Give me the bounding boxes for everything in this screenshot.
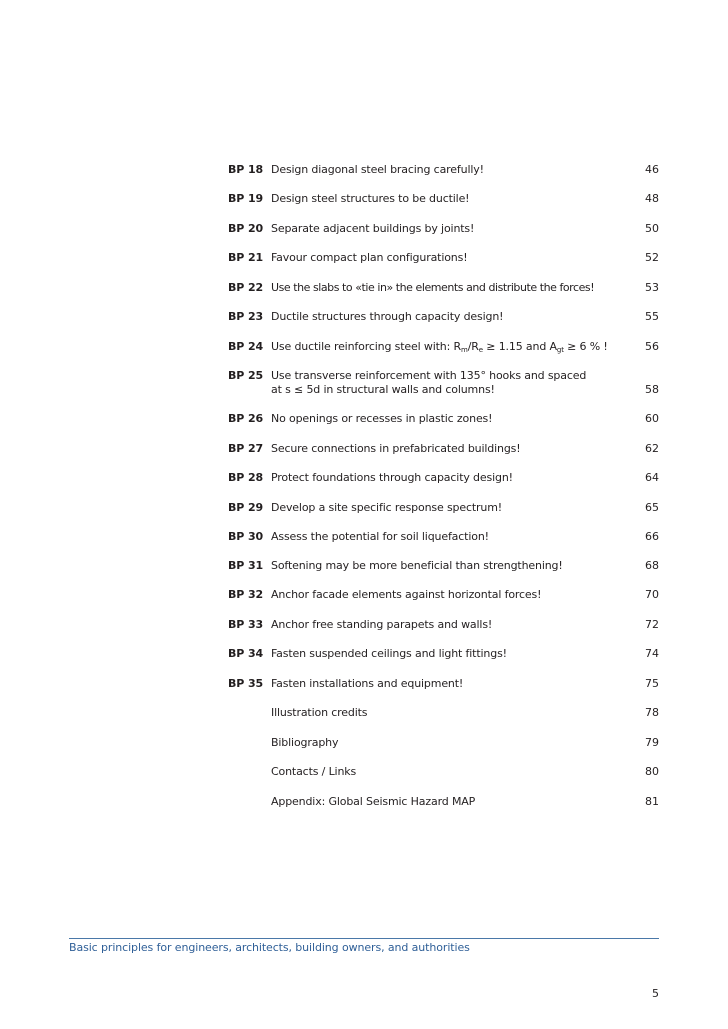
toc-entry-page: 52 bbox=[645, 251, 659, 264]
toc-entry-number: BP 25 bbox=[228, 369, 264, 382]
toc-entry-number: BP 23 bbox=[228, 310, 264, 323]
toc-entry-page: 64 bbox=[645, 471, 659, 484]
toc-entry-number: BP 34 bbox=[228, 647, 264, 660]
toc-entry-title: Develop a site specific response spectrum! bbox=[271, 501, 503, 514]
toc-entry-number: BP 20 bbox=[228, 222, 264, 235]
toc-entry-title: Favour compact plan configurations! bbox=[271, 251, 468, 264]
toc-entry-page: 79 bbox=[645, 736, 659, 749]
toc-entry-page: 50 bbox=[645, 222, 659, 235]
formula-text: ≥ 6 % ! bbox=[563, 340, 608, 353]
toc-entry-number: BP 24 bbox=[228, 340, 264, 353]
toc-entry-number: BP 18 bbox=[228, 163, 264, 176]
toc-entry-title: No openings or recesses in plastic zones! bbox=[271, 412, 493, 425]
toc-entry-title: Secure connections in prefabricated buildings! bbox=[271, 442, 521, 455]
toc-entry-title: Anchor free standing parapets and walls! bbox=[271, 618, 493, 631]
formula-text: ≥ 1.15 and A bbox=[482, 340, 557, 353]
page-number: 5 bbox=[652, 987, 659, 1000]
toc-entry-title: Protect foundations through capacity design! bbox=[271, 471, 513, 484]
formula-text: Use ductile reinforcing steel with: R bbox=[271, 340, 462, 353]
toc-entry-page: 66 bbox=[645, 530, 659, 543]
toc-entry-page: 53 bbox=[645, 281, 659, 294]
toc-entry-page: 72 bbox=[645, 618, 659, 631]
subscript-gt: gt bbox=[556, 346, 564, 354]
toc-entry-page: 48 bbox=[645, 192, 659, 205]
toc-entry-number: BP 19 bbox=[228, 192, 264, 205]
toc-entry-page: 75 bbox=[645, 677, 659, 690]
toc-entry-page: 74 bbox=[645, 647, 659, 660]
footer-divider bbox=[69, 938, 659, 939]
toc-entry-title bbox=[271, 369, 616, 397]
toc-entry-number: BP 30 bbox=[228, 530, 264, 543]
toc-entry-title: Design diagonal steel bracing carefully! bbox=[271, 163, 484, 176]
toc-entry-title: Use the slabs to «tie in» the elements and distribute the forces! bbox=[271, 281, 595, 294]
toc-entry-title: Illustration credits bbox=[271, 706, 368, 719]
toc-entry-number: BP 27 bbox=[228, 442, 264, 455]
toc-entry-page: 80 bbox=[645, 765, 659, 778]
formula-text: /R bbox=[467, 340, 479, 353]
toc-entry-title-line: Use transverse reinforcement with 135° hooks and spaced bbox=[271, 369, 587, 382]
toc-entry-page: 81 bbox=[645, 795, 659, 808]
subscript-e: e bbox=[478, 346, 483, 354]
toc-entry-number: BP 21 bbox=[228, 251, 264, 264]
toc-entry-title: Fasten suspended ceilings and light fittings! bbox=[271, 647, 507, 660]
toc-entry-title: Assess the potential for soil liquefaction! bbox=[271, 530, 489, 543]
toc-entry-title-line: at s ≤ 5d in structural walls and columns! bbox=[271, 383, 495, 396]
toc-entry-page: 60 bbox=[645, 412, 659, 425]
toc-entry-title bbox=[271, 340, 616, 357]
toc-entry-page: 58 bbox=[645, 383, 659, 396]
toc-entry-number: BP 35 bbox=[228, 677, 264, 690]
toc-entry-page: 65 bbox=[645, 501, 659, 514]
toc-entry-title: Fasten installations and equipment! bbox=[271, 677, 464, 690]
toc-entry-number: BP 29 bbox=[228, 501, 264, 514]
toc-entry-number: BP 22 bbox=[228, 281, 264, 294]
toc-entry-page: 68 bbox=[645, 559, 659, 572]
toc-entry-number: BP 32 bbox=[228, 588, 264, 601]
toc-entry-page: 62 bbox=[645, 442, 659, 455]
toc-entry-page: 70 bbox=[645, 588, 659, 601]
toc-entry-number: BP 31 bbox=[228, 559, 264, 572]
toc-entry-title: Design steel structures to be ductile! bbox=[271, 192, 470, 205]
toc-entry-page: 46 bbox=[645, 163, 659, 176]
toc-entry-number: BP 33 bbox=[228, 618, 264, 631]
toc-entry-title: Contacts / Links bbox=[271, 765, 357, 778]
footer-caption: Basic principles for engineers, architects, building owners, and authorities bbox=[69, 941, 470, 954]
toc-entry-title: Bibliography bbox=[271, 736, 339, 749]
toc-entry-title: Anchor facade elements against horizontal forces! bbox=[271, 588, 542, 601]
toc-entry-title: Ductile structures through capacity design! bbox=[271, 310, 504, 323]
toc-entry-page: 78 bbox=[645, 706, 659, 719]
toc-entry-page: 55 bbox=[645, 310, 659, 323]
toc-entry-title: Appendix: Global Seismic Hazard MAP bbox=[271, 795, 476, 808]
toc-entry-page: 56 bbox=[645, 340, 659, 353]
toc-entry-number: BP 28 bbox=[228, 471, 264, 484]
subscript-m: m bbox=[461, 346, 468, 354]
toc-entry-number: BP 26 bbox=[228, 412, 264, 425]
toc-entry-title: Softening may be more beneficial than strengthening! bbox=[271, 559, 563, 572]
toc-entry-title: Separate adjacent buildings by joints! bbox=[271, 222, 475, 235]
